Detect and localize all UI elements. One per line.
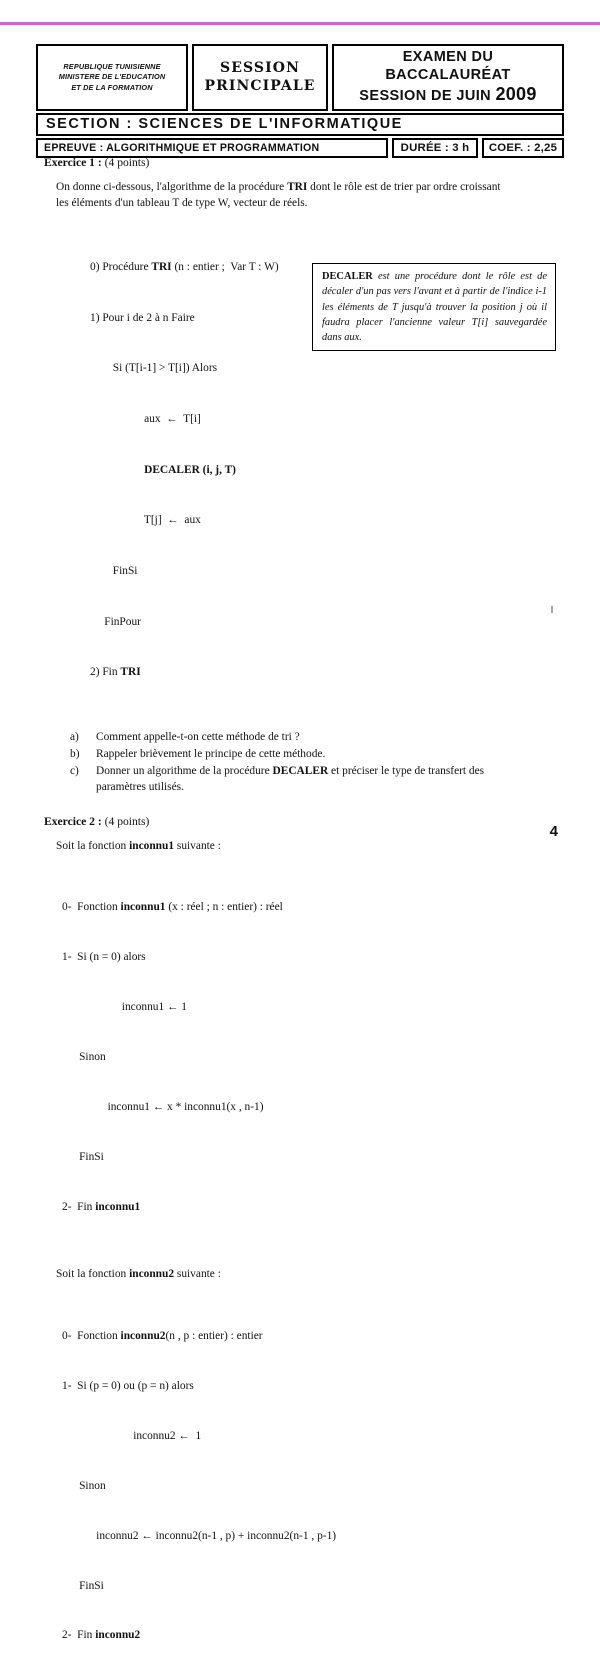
- algo-line-0: 0) Procédure TRI (n : entier ; Var T : W): [90, 261, 279, 274]
- question-text-c: Donner un algorithme de la procédure DECALER et préciser le type de transfert des paramètres utilisés.: [96, 763, 556, 795]
- document-page: [0, 28, 600, 1642]
- exam-line-3: [359, 84, 536, 106]
- inconnu1-code: [62, 866, 600, 1249]
- question-text-c-cont: paramètres utilisés.: [96, 781, 184, 794]
- header-row-section: [36, 113, 564, 136]
- code2-line-1: 1- Si (p = 0) ou (p = n) alors: [62, 1379, 194, 1392]
- exam-year: 2009: [495, 84, 537, 105]
- exercise-1-algorithm-area: [0, 225, 600, 714]
- page-number: 4: [549, 823, 558, 840]
- session-box: [192, 44, 328, 111]
- question-item-b: [70, 746, 556, 762]
- coef-label: COEF. : 2,25: [488, 142, 558, 155]
- decaler-keyword: DECALER: [272, 765, 329, 778]
- exercise-1-title: Exercice 1 :: [44, 156, 102, 169]
- exercise-1-heading: [44, 156, 600, 169]
- ministry-line-2: MINISTERE DE L'EDUCATION: [58, 72, 166, 82]
- code2-line-0: 0- Fonction inconnu2(n , p : entier) : entier: [62, 1329, 263, 1342]
- decaler-note-text: est une procédure dont le rôle est de décaler d'un pas vers l'avant et à partir de l'indice i-1 les éléments de T jusqu'à trouver la position j où il faudra placer l'ancienne valeur T[i] sauvegardée dans aux.: [322, 271, 547, 343]
- intro2-suffix: suivante :: [174, 1268, 221, 1281]
- code2-line-6: 2- Fin inconnu2: [62, 1629, 141, 1642]
- code1-line-2: inconnu1 ← 1: [62, 1000, 187, 1013]
- question-item-c: [70, 763, 556, 795]
- intro2-prefix: Soit la fonction: [56, 1268, 130, 1281]
- duree-label: DURÉE : 3 h: [400, 142, 470, 155]
- decaler-note-term: DECALER: [322, 271, 373, 283]
- question-marker-a: a): [70, 730, 79, 743]
- exam-header-block: [36, 44, 564, 160]
- inconnu2-keyword: inconnu2: [129, 1268, 175, 1281]
- section-spacer: [0, 797, 600, 815]
- exam-line-2: BACCALAURÉAT: [385, 66, 511, 83]
- tri-keyword: TRI: [287, 181, 308, 193]
- ministry-box: [36, 44, 188, 111]
- ministry-line-3: ET DE LA FORMATION: [71, 82, 153, 92]
- section-label: SECTION : SCIENCES DE L'INFORMATIQUE: [46, 116, 403, 133]
- exercise-2-heading: [44, 815, 600, 828]
- algo-line-7: FinPour: [90, 615, 141, 628]
- exercise-2-points: (4 points): [104, 814, 150, 828]
- session-line-1: SESSION: [220, 60, 300, 77]
- algo-line-2: Si (T[i-1] > T[i]) Alors: [90, 362, 218, 375]
- document-body: [0, 156, 600, 1677]
- inconnu2-code: [62, 1295, 600, 1677]
- intro1-suffix: suivante :: [174, 839, 221, 852]
- algo-line-3: aux ← T[i]: [90, 413, 201, 425]
- algo-line-8: 2) Fin TRI: [90, 666, 141, 679]
- code1-line-6: 2- Fin inconnu1: [62, 1200, 141, 1213]
- code2-line-3: Sinon: [62, 1479, 106, 1492]
- code1-line-5: FinSi: [62, 1150, 104, 1163]
- scan-artifact: [551, 606, 553, 613]
- intro1-prefix: Soit la fonction: [56, 839, 130, 852]
- code2-line-4: inconnu2 ← inconnu2(n-1 , p) + inconnu2(n-1 , p-1): [62, 1529, 337, 1542]
- exercise-1-intro-line-2: les éléments d'un tableau T de type W, vecteur de réels.: [56, 197, 308, 210]
- question-marker-c: c): [70, 765, 79, 778]
- exercise-1-intro-line-1: On donne ci-dessous, l'algorithme de la procédure TRI dont le rôle est de trier par ordre croissant: [56, 181, 501, 193]
- algo-line-4: DECALER (i, j, T): [144, 463, 236, 476]
- question-text-b: Rappeler brièvement le principe de cette méthode.: [96, 747, 326, 760]
- code1-line-4: inconnu1 ← x * inconnu1(x , n-1): [62, 1100, 264, 1113]
- exercise-1-intro: [56, 179, 558, 211]
- algo-line-6: FinSi: [90, 564, 138, 577]
- header-row-top: [36, 44, 564, 111]
- code1-line-0: 0- Fonction inconnu1 (x : réel ; n : entier) : réel: [62, 900, 283, 913]
- question-marker-b: b): [70, 747, 80, 760]
- top-magenta-rule: [0, 22, 600, 25]
- session-line-2: PRINCIPALE: [204, 77, 316, 94]
- exam-title-box: [332, 44, 564, 111]
- question-item-a: [70, 729, 556, 745]
- exercise-2-intro-2: [56, 1266, 558, 1282]
- inconnu1-keyword: inconnu1: [129, 839, 175, 852]
- section-box: [36, 113, 564, 136]
- code1-line-3: Sinon: [62, 1050, 106, 1063]
- exam-session-prefix: SESSION DE JUIN: [359, 88, 496, 105]
- code1-line-1: 1- Si (n = 0) alors: [62, 950, 146, 963]
- ministry-line-1: REPUBLIQUE TUNISIENNE: [63, 61, 161, 71]
- exam-line-1: EXAMEN DU: [402, 49, 494, 65]
- exercise-1-points: (4 points): [104, 156, 150, 169]
- exercise-1-questions: [70, 729, 556, 796]
- algo-line-5: T[j] ← aux: [90, 514, 201, 527]
- code2-line-2: inconnu2 ← 1: [62, 1429, 202, 1442]
- exercise-2-intro-1: [56, 838, 558, 854]
- algo-line-1: 1) Pour i de 2 à n Faire: [90, 311, 195, 324]
- question-text-a: Comment appelle-t-on cette méthode de tri ?: [96, 730, 300, 743]
- decaler-note-box: [312, 263, 556, 350]
- exercise-2-title: Exercice 2 :: [44, 814, 102, 828]
- epreuve-label: EPREUVE : ALGORITHMIQUE ET PROGRAMMATION: [44, 142, 320, 155]
- code2-line-5: FinSi: [62, 1579, 104, 1592]
